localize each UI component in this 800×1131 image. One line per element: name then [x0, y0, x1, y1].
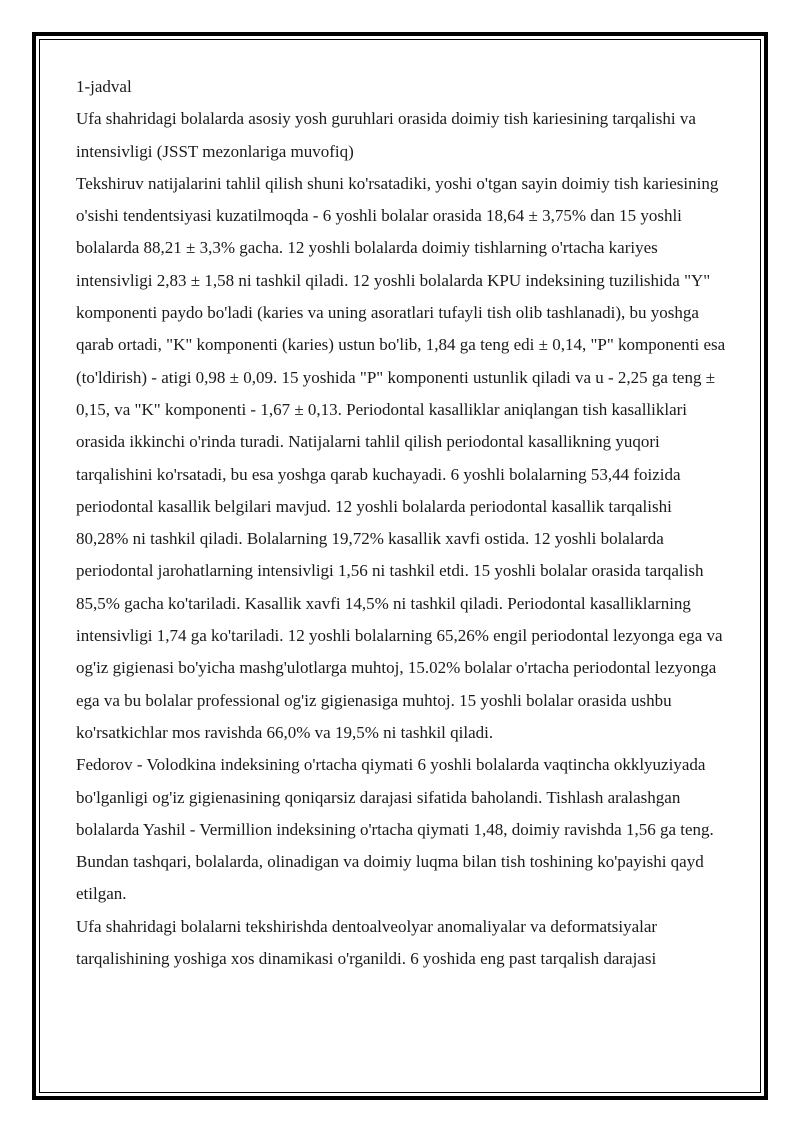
- table-caption: Ufa shahridagi bolalarda asosiy yosh guruhlari orasida doimiy tish kariesining tarqalishi va intensivligi (JSST mezonlariga muvofiq): [76, 109, 696, 161]
- table-label: 1-jadval: [76, 77, 132, 96]
- paragraph: Tekshiruv natijalarini tahlil qilish shuni ko'rsatadiki, yoshi o'tgan sayin doimiy tish kariesining o'sishi tendentsiyasi kuzatilmoqda - 6 yoshli bolalar orasida 18,64 ± 3,75% dan 15 yoshli bolalarda 88,21 ± 3,3% gacha. 12 yoshli bolalarda doimiy tishlarning o'rtacha kariyes intensivligi 2,83 ± 1,58 ni tashkil qiladi. 12 yoshli bolalarda KPU indeksining tuzilishida "Y" komponenti paydo bo'ladi (karies va uning asoratlari tufayli tish olib tashlanadi), bu yoshga qarab ortadi, "K" komponenti (karies) ustun bo'lib, 1,84 ga teng edi ± 0,14, "P" komponenti esa (to'ldirish) - atigi 0,98 ± 0,09. 15 yoshida "P" komponenti ustunlik qiladi va u - 2,25 ga teng ± 0,15, va "K" komponenti - 1,67 ± 0,13. Periodontal kasalliklar aniqlangan tish kasalliklari orasida ikkinchi o'rinda turadi. Natijalarni tahlil qilish periodontal kasallikning yuqori tarqalishini ko'rsatadi, bu esa yoshga qarab kuchayadi. 6 yoshli bolalarning 53,44 foizida periodontal kasallik belgilari mavjud. 12 yoshli bolalarda periodontal kasallik tarqalishi 80,28% ni tashkil qiladi. Bolalarning 19,72% kasallik xavfi ostida. 12 yoshli bolalarda periodontal jarohatlarning intensivligi 1,56 ni tashkil etdi. 15 yoshli bolalar orasida tarqalish 85,5% gacha ko'tariladi. Kasallik xavfi 14,5% ni tashkil qiladi. Periodontal kasalliklarning intensivligi 1,74 ga ko'tariladi. 12 yoshli bolalarning 65,26% engil periodontal lezyonga ega va og'iz gigienasi bo'yicha mashg'ulotlarga muhtoj, 15.02% bolalar o'rtacha periodontal lezyonga ega va bu bolalar professional og'iz gigienasiga muhtoj. 15 yoshli bolalar orasida ushbu ko'rsatkichlar mos ravishda 66,0% va 19,5% ni tashkil qiladi.: [76, 173, 726, 742]
- paragraph: Ufa shahridagi bolalarni tekshirishda dentoalveolyar anomaliyalar va deformatsiyalar tarqalishining yoshiga xos dinamikasi o'rganildi. 6 yoshida eng past tarqalish darajasi: [76, 916, 658, 969]
- document-body: [76, 71, 726, 975]
- paragraph: Fedorov - Volodkina indeksining o'rtacha qiymati 6 yoshli bolalarda vaqtincha okklyuziyada bo'lganligi og'iz gigienasining qoniqarsiz darajasi sifatida baholandi. Tishlash aralashgan bolalarda Yashil - Vermillion indeksining o'rtacha qiymati 1,48, doimiy ravishda 1,56 ga teng. Bundan tashqari, bolalarda, olinadigan va doimiy luqma bilan tish toshining ko'payishi qayd etilgan.: [76, 755, 714, 904]
